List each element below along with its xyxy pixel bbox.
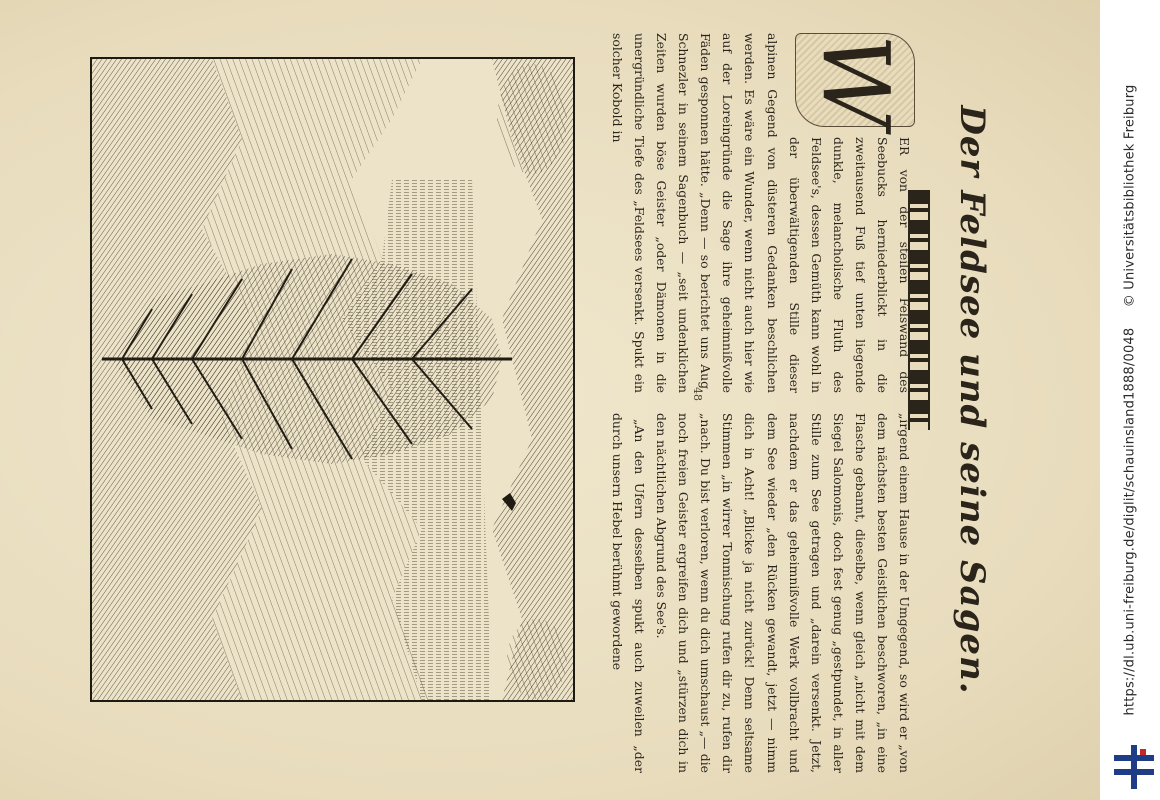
page-number: 48 bbox=[691, 387, 704, 401]
text-column-right bbox=[606, 413, 915, 773]
article-text-block bbox=[609, 15, 1010, 785]
paragraph: „irgend einem Hause in der Umgegend, so wird er „von dem nächsten besten Geistlichen beschworen, „in eine Flasche gebannt, dieselbe, wenn gleich „nicht mit dem Siegel Salomonis, doch fest genug „gestpundet, in aller Stille zum See getragen und „darein versenkt. Jetzt, nachdem er das geheimnißvolle Werk vollbracht und dem See wieder „den Rücken gewandt, jetzt — nimm dich in Acht! „Blicke ja nicht zurück! Denn seltsame Stimmen „in wirrer Tonmischung rufen dir zu, rufen dir „nach. Du bist verloren, wenn du dich umschaust „— die noch freien Geister ergreifen dich und „stürzen dich in den nächtlichen Abgrund des See's. bbox=[654, 413, 912, 773]
paragraph: „An den Ufern desselben spukt auch zuweilen „der durch unsern Hebel berühmt gewordene bbox=[609, 413, 648, 773]
source-url-link[interactable]: https://dl.ub.uni-freiburg.de/diglit/schauinsland1888/0048 bbox=[1122, 327, 1138, 716]
article-title: Der Feldsee und seine Sagen. bbox=[952, 105, 992, 695]
dropcap-initial: W bbox=[795, 33, 915, 127]
feldsee-engraving bbox=[90, 57, 575, 702]
sidebar-caption bbox=[1123, 84, 1138, 715]
paragraph: ER von der steilen Felswand des Seebucks herniederblickt in die zweitausend Fuß tief unten liegende dunkle, melancholische Fluth des Feldsee's, dessen Gemüth kann wohl in der überwältigenden Stille dieser alpinen Gegend von düsteren Gedanken beschlichen werden. Es wäre ein Wunder, wenn nicht auch hier wie auf der Loreingründe die Sage ihre geheimnißvolle Fäden gesponnen hätte. „Denn — so berichtet uns Aug. Schnezler in seinem Sagenbuch — „seit undenklichen Zeiten wurden böse Geister „oder Dämonen in die unergründliche Tiefe des „Feldsees versenkt. Spukt ein solcher Kobold in bbox=[609, 33, 912, 393]
library-logo-icon bbox=[1114, 745, 1154, 789]
engraving-illustration bbox=[92, 59, 573, 700]
text-column-left bbox=[606, 33, 915, 393]
copyright-notice: © Universitätsbibliothek Freiburg bbox=[1122, 84, 1138, 308]
